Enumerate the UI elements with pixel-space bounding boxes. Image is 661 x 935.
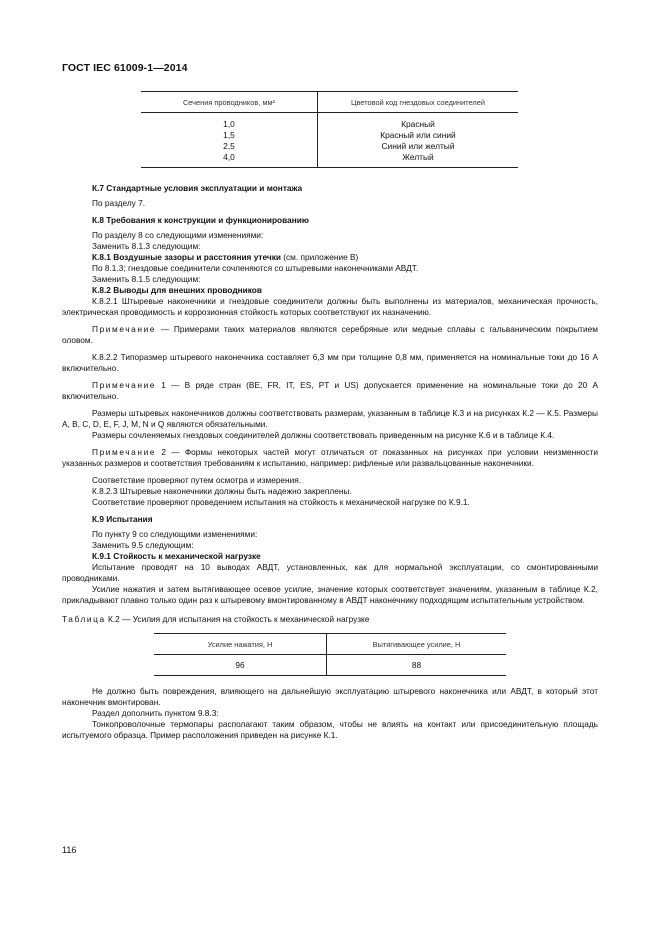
table1-col1-header: Сечения проводников, мм² — [141, 92, 318, 113]
section-heading-k7: К.7 Стандартные условия эксплуатации и монтажа — [92, 183, 303, 193]
subsection-heading-tail: (см. приложение В) — [280, 252, 359, 262]
table2-col1-header: Усилие нажатия, Н — [154, 634, 327, 655]
table-cell: 1,0 — [223, 119, 235, 129]
paragraph: Соответствие проверяют проведением испытания на стойкость к механической нагрузке по К.9.1. — [92, 497, 470, 507]
note-text: — Примерами таких материалов являются серебряные или медные сплавы с гальваническим покрытием оловом. — [62, 324, 598, 345]
paragraph: По 8.1.3; гнездовые соединители сочленяются со штыревыми наконечниками АВДТ. — [92, 263, 419, 273]
note-label: Примечание — [92, 447, 157, 457]
paragraph: Тонкопроволочные термопары располагают таким образом, чтобы не влиять на контакт или присоединительную площадь испытуемого образца. Пример расположения приведен на рисунке К.1. — [62, 719, 598, 740]
document-header: ГОСТ IEC 61009-1—2014 — [62, 62, 188, 74]
note-2 — [62, 380, 598, 402]
paragraph: Заменить 8.1.5 следующим: — [92, 274, 201, 284]
paragraph: По разделу 8 со следующими изменениями: — [92, 230, 264, 240]
table-cell: 1,5 — [223, 130, 235, 140]
subsection-heading-k81: К.8.1 Воздушные зазоры и расстояния утечки — [92, 252, 281, 262]
note-1 — [62, 324, 598, 346]
paragraph: Заменить 8.1.3 следующим: — [92, 241, 201, 251]
table2-caption — [62, 614, 598, 625]
paragraph: Соответствие проверяют путем осмотра и измерения. — [92, 475, 302, 485]
section-heading-k8: К.8 Требования к конструкции и функционированию — [92, 215, 309, 225]
note-text: 2 — Формы некоторых частей могут отличаться от показанных на рисунках при условии неизменности указанных размеров и соответствия требованиям к испытанию, например: рифленые или развальцованные наконечники. — [62, 447, 598, 468]
conductor-color-table — [141, 91, 518, 168]
paragraph: Размеры сочленяемых гнездовых соединителей должны соответствовать приведенным на рисунке К.6 и в таблице К.4. — [92, 430, 555, 440]
paragraph: Раздел дополнить пунктом 9.8.3: — [92, 708, 219, 718]
note-text: 1 — В ряде стран (ВЕ, FR, IT, ES, PT и US) допускается применение на номинальные токи до 20 А включительно. — [62, 380, 598, 401]
table-caption-label: Таблица — [62, 614, 106, 624]
paragraph: К.8.2.2 Типоразмер штыревого наконечника составляет 6,3 мм при толщине 0,8 мм, применяется на номинальные токи до 16 А включительно. — [62, 352, 598, 373]
table1-sections-column — [141, 113, 318, 168]
paragraph: К.8.2.3 Штыревые наконечники должны быть надежно закреплены. — [92, 486, 352, 496]
table1-colors-column — [318, 113, 519, 168]
paragraph: Не должно быть повреждения, влияющего на дальнейшую эксплуатацию штыревого наконечника или АВДТ, в который этот наконечник вмонтирован. — [62, 686, 598, 707]
paragraph: По пункту 9 со следующими изменениями: — [92, 529, 258, 539]
paragraph: По разделу 7. — [92, 198, 146, 208]
table-cell: Красный или синий — [380, 130, 456, 140]
note-label: Примечание — [92, 380, 157, 390]
paragraph: Испытание проводят на 10 выводах АВДТ, установленных, как для нормальной эксплуатации, со смонтированными проводниками. — [62, 562, 598, 583]
paragraph: Усилие нажатия и затем вытягивающее осевое усилие, значение которых соответствует значениям, указанным в таблице К.2, прикладывают плавно только один раз к штыревому вмонтированному в АВДТ наконечнику подходящим испытательным устройством. — [62, 584, 598, 605]
table-caption-text: К.2 — Усилия для испытания на стойкость к механической нагрузке — [105, 614, 370, 624]
load-test-table — [154, 633, 506, 676]
table1-col2-header: Цветовой код гнездовых соединителей — [318, 92, 519, 113]
section-heading-k9: К.9 Испытания — [92, 514, 153, 524]
table-cell: Синий или желтый — [381, 141, 455, 151]
note-label: Примечание — [92, 324, 157, 334]
table-cell: 2,5 — [223, 141, 235, 151]
table-cell: Красный — [401, 119, 435, 129]
document-body — [62, 183, 598, 741]
paragraph: Заменить 9.5 следующим: — [92, 540, 194, 550]
table2-col2-value: 88 — [327, 655, 507, 676]
paragraph: Размеры штыревых наконечников должны соответствовать размерам, указанным в таблице К.3 и на рисунках К.2 — К.5. Размеры А, В, С, D, Е, F, J, М, N и Q являются обязательными. — [62, 408, 598, 429]
table2-col1-value: 96 — [154, 655, 327, 676]
subsection-heading-k82: К.8.2 Выводы для внешних проводников — [92, 285, 262, 295]
subsection-heading-k91: К.9.1 Стойкость к механической нагрузке — [92, 551, 261, 561]
table-cell: 4,0 — [223, 152, 235, 162]
note-3 — [62, 447, 598, 469]
table-cell: Желтый — [402, 152, 434, 162]
subsection-k81 — [62, 252, 598, 263]
paragraph: К.8.2.1 Штыревые наконечники и гнездовые соединители должны быть выполнены из материалов, механическая прочность, электрическая проводимость и коррозионная стойкость которых соответствуют их назначению. — [62, 296, 598, 317]
page-number: 116 — [62, 845, 77, 855]
table2-col2-header: Вытягивающее усилие, Н — [327, 634, 507, 655]
